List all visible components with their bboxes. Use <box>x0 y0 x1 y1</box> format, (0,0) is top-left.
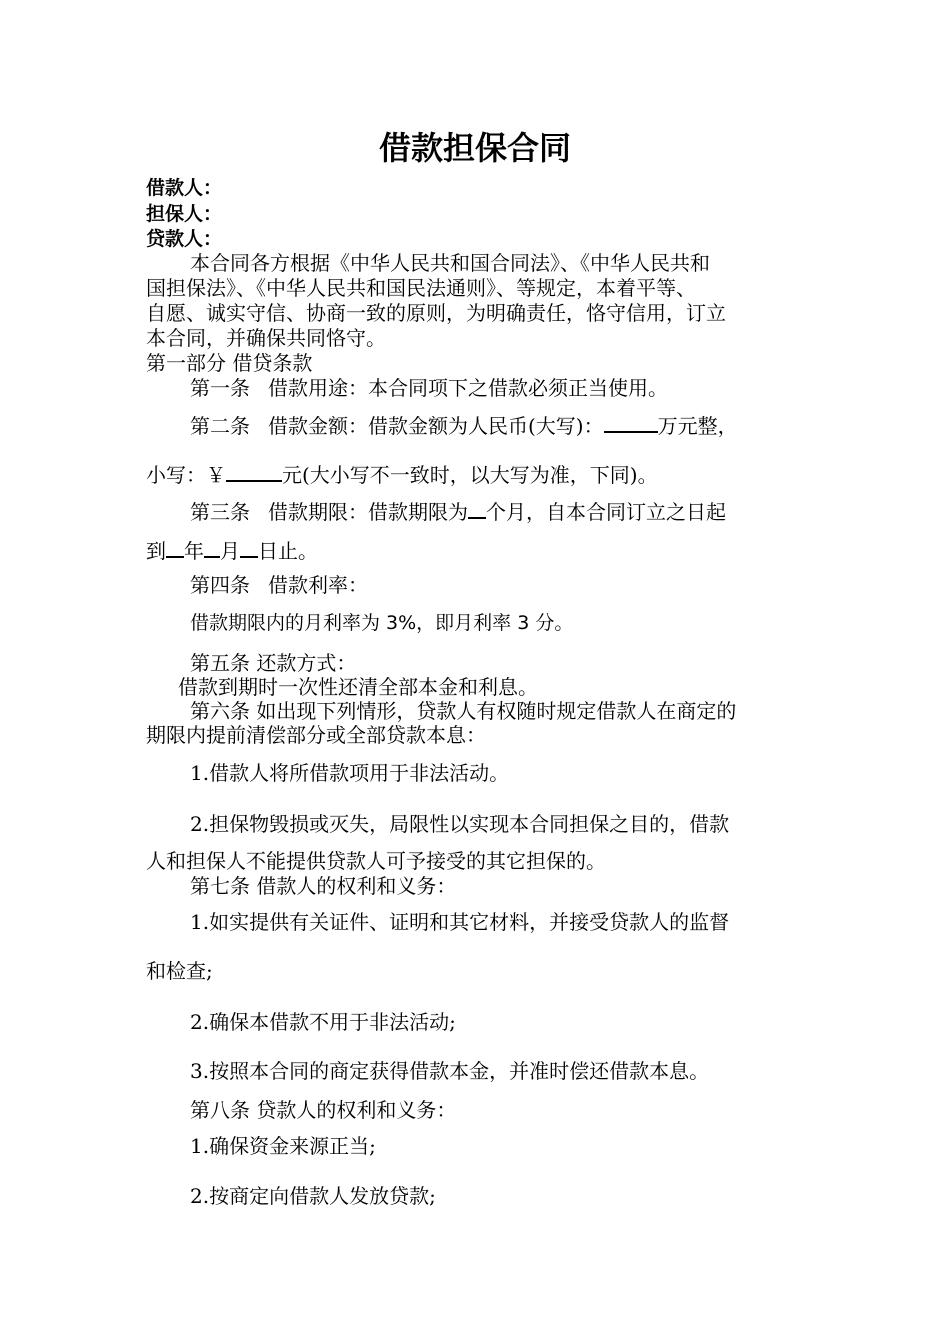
article-1 <box>190 375 668 401</box>
article-6-item-1: 1.借款人将所借款项用于非法活动。 <box>190 761 510 785</box>
intro-line-2: 国担保法》、《中华人民共和国民法通则》、等规定，本着平等、 <box>146 276 696 300</box>
year-blank <box>166 536 184 558</box>
article-6-line-2: 期限内提前清偿部分或全部贷款本息： <box>146 723 486 747</box>
part-heading: 第一部分 借贷条款 <box>146 351 313 375</box>
article-6-item-2-line-1: 2.担保物毁损或灭失，局限性以实现本合同担保之目的，借款 <box>190 812 730 836</box>
article-7-item-1-line-2: 和检查; <box>146 959 213 983</box>
article-7-item-2: 2.确保本借款不用于非法活动; <box>190 1010 456 1034</box>
article-3-text-a: 借款期限：借款期限为 <box>268 500 468 524</box>
article-2-text-b: 万元整， <box>657 414 738 438</box>
article-3-number: 第三条 <box>190 500 250 524</box>
article-2-line-2-b: 元(大小写不一致时，以大写为准，下同)。 <box>282 463 658 487</box>
amount-uppercase-blank <box>604 411 658 433</box>
article-2-line-2 <box>146 460 658 488</box>
article-5-detail: 借款到期时一次性还清全部本金和利息。 <box>178 675 538 699</box>
article-8-item-2: 2.按商定向借款人发放贷款; <box>190 1184 436 1208</box>
amount-lowercase-blank <box>226 460 282 482</box>
article-4 <box>190 572 368 598</box>
intro-line-3: 自愿、诚实守信、协商一致的原则，为明确责任，恪守信用，订立 <box>146 301 726 325</box>
article-7-item-1-line-1: 1.如实提供有关证件、证明和其它材料，并接受贷款人的监督 <box>190 910 730 934</box>
article-3-line-2-a: 到 <box>146 539 166 563</box>
article-2-number: 第二条 <box>190 414 250 438</box>
article-2 <box>190 411 738 439</box>
article-2-text-a: 借款金额：借款金额为人民币(大写)： <box>268 414 604 438</box>
article-3-line-2 <box>146 536 318 564</box>
intro-line-1: 本合同各方根据《中华人民共和国合同法》、《中华人民共和 <box>190 251 710 275</box>
article-3-line-2-c: 月 <box>220 539 240 563</box>
article-7-item-3: 3.按照本合同的商定获得借款本金，并准时偿还借款本息。 <box>190 1059 710 1083</box>
article-1-text: 借款用途：本合同项下之借款必须正当使用。 <box>268 376 668 400</box>
borrower-label: 借款人： <box>146 177 223 199</box>
article-6-line-1: 第六条 如出现下列情形，贷款人有权随时规定借款人在商定的 <box>190 699 737 723</box>
lender-label: 贷款人： <box>146 228 223 250</box>
month-blank <box>204 536 220 558</box>
article-3-line-2-b: 年 <box>184 539 204 563</box>
intro-line-4: 本合同，并确保共同恪守。 <box>146 326 386 350</box>
article-3 <box>190 497 726 525</box>
article-8-item-1: 1.确保资金来源正当; <box>190 1134 376 1158</box>
article-5: 第五条 还款方式： <box>190 651 357 675</box>
article-4-text: 借款利率： <box>268 573 368 597</box>
article-4-detail: 借款期限内的月利率为 3%，即月利率 3 分。 <box>190 612 574 634</box>
article-7: 第七条 借款人的权利和义务： <box>190 874 457 898</box>
day-blank <box>240 536 258 558</box>
article-1-number: 第一条 <box>190 376 250 400</box>
article-2-line-2-a: 小写：￥ <box>146 463 226 487</box>
article-8: 第八条 贷款人的权利和义务： <box>190 1098 457 1122</box>
article-3-line-2-d: 日止。 <box>258 539 318 563</box>
guarantor-label: 担保人： <box>146 203 223 225</box>
document-title: 借款担保合同 <box>378 129 571 167</box>
article-3-text-b: 个月，自本合同订立之日起 <box>486 500 726 524</box>
article-4-number: 第四条 <box>190 573 250 597</box>
article-6-item-2-line-2: 人和担保人不能提供贷款人可予接受的其它担保的。 <box>146 849 606 873</box>
months-blank <box>468 497 486 519</box>
